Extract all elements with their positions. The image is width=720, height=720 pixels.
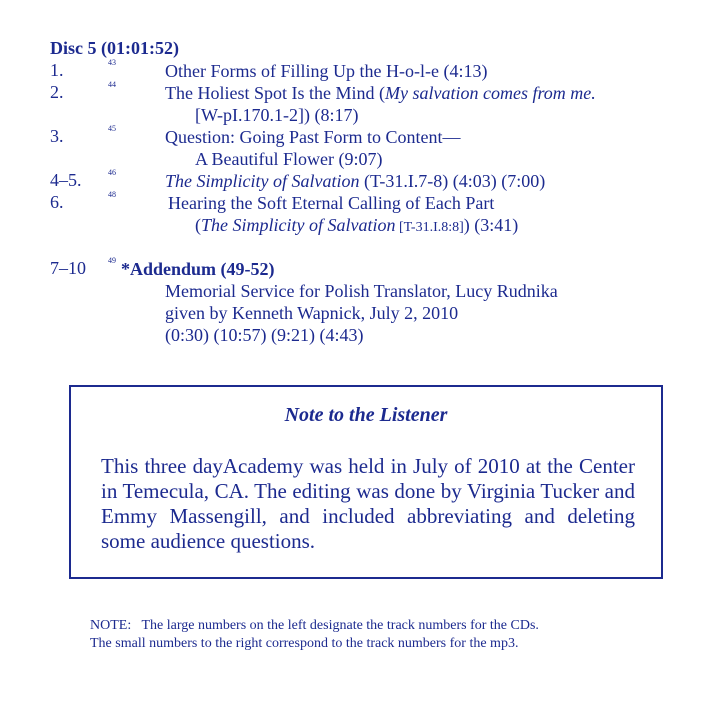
track-subtitle: A Beautiful Flower (9:07) xyxy=(195,149,383,169)
track-subtitle xyxy=(195,214,518,239)
track-number: 6. xyxy=(50,192,64,212)
mp3-number: 45 xyxy=(108,124,116,133)
footnote-line: The small numbers to the right correspond to the track numbers for the mp3. xyxy=(90,636,519,651)
addendum-durations: (0:30) (10:57) (9:21) (4:43) xyxy=(165,325,364,345)
track-title: Other Forms of Filling Up the H-o-l-e (4:13) xyxy=(165,61,488,81)
track-number: 2. xyxy=(50,82,64,102)
note-box xyxy=(69,385,663,579)
footnote-line: NOTE: The large numbers on the left designate the track numbers for the CDs. xyxy=(90,618,539,633)
track-title: Hearing the Soft Eternal Calling of Each Part xyxy=(168,193,495,213)
mp3-number: 43 xyxy=(108,58,116,67)
track-subtitle: [W-pI.170.1-2]) (8:17) xyxy=(195,105,359,125)
mp3-number: 49 xyxy=(108,256,116,265)
track-number: 3. xyxy=(50,126,64,146)
track-title: Question: Going Past Form to Content— xyxy=(165,127,461,147)
track-title-text: The Holiest Spot Is the Mind ( xyxy=(165,83,385,103)
note-title: Note to the Listener xyxy=(284,404,448,426)
track-title-text: (T-31.I.7-8) (4:03) (7:00) xyxy=(359,171,546,191)
track-title-italic: My salvation comes from me. xyxy=(384,83,596,103)
addendum-title: *Addendum (49-52) xyxy=(121,259,275,279)
track-subtitle-italic: The Simplicity of Salvation xyxy=(201,215,396,235)
note-body: This three dayAcademy was held in July of 2010 at the Center in Temecula, CA. The editing was done by Virginia Tucker and Emmy Massengill, and included abbreviating and deleting some audience questions. xyxy=(101,454,635,553)
track-number: 7–10 xyxy=(50,258,86,278)
mp3-number: 46 xyxy=(108,168,116,177)
footnote xyxy=(90,617,539,653)
track-title-italic: The Simplicity of Salvation xyxy=(165,171,360,191)
track-number: 4–5. xyxy=(50,170,82,190)
mp3-number: 48 xyxy=(108,190,116,199)
track-title xyxy=(165,170,545,192)
track-number: 1. xyxy=(50,60,64,80)
track-reference: [T-31.I.8:8] xyxy=(395,220,464,235)
mp3-number: 44 xyxy=(108,80,116,89)
track-title xyxy=(165,82,596,104)
addendum-line: given by Kenneth Wapnick, July 2, 2010 xyxy=(165,303,459,323)
addendum-line: Memorial Service for Polish Translator, Lucy Rudnika xyxy=(165,281,558,301)
paren-open: ( xyxy=(195,215,201,235)
track-duration: ) (3:41) xyxy=(463,215,519,235)
disc-title: Disc 5 (01:01:52) xyxy=(50,38,179,58)
